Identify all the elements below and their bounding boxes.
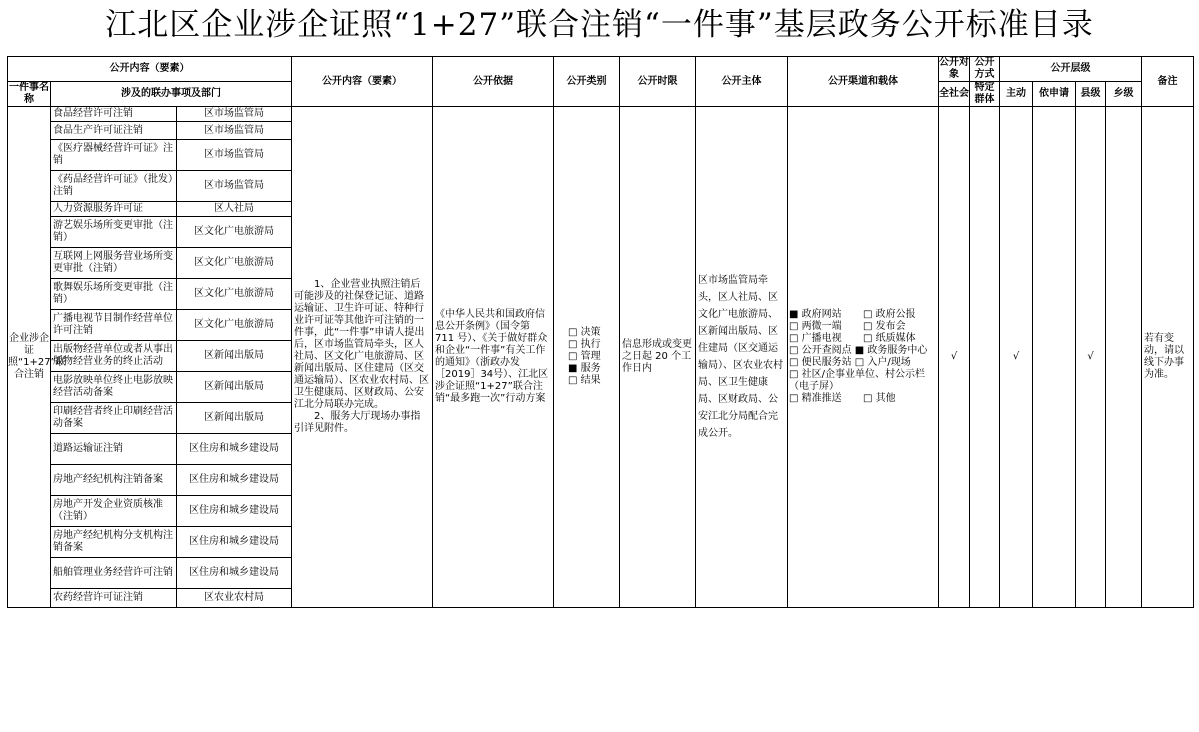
header-time-limit: 公开时限: [620, 57, 696, 107]
header-basis: 公开依据: [433, 57, 554, 107]
related-item-dept: 区农业农村局: [177, 589, 292, 608]
target-specific-cell: [970, 107, 1000, 608]
header-active: 主动: [1000, 82, 1033, 107]
header-method: 公开方式: [970, 57, 1000, 82]
related-item-name: 农药经营许可证注销: [51, 589, 177, 608]
header-level: 公开层级: [1000, 57, 1142, 82]
related-item-dept: 区新闻出版局: [177, 341, 292, 372]
header-target: 公开对象: [939, 57, 969, 80]
related-item-name: 电影放映单位终止电影放映经营活动备案: [51, 372, 177, 403]
page-title: 江北区企业涉企证照“1+27”联合注销“一件事”基层政务公开标准目录: [105, 7, 1094, 43]
related-item-dept: 区人社局: [177, 202, 292, 217]
related-item-name: 食品经营许可注销: [51, 107, 177, 122]
header-remark: 备注: [1142, 57, 1194, 107]
channel-checkbox: ■ 政府网站: [789, 309, 842, 320]
related-item-name: 歌舞娱乐场所变更审批（注销）: [51, 279, 177, 310]
active-cell: √: [1000, 107, 1033, 608]
target-all-cell: √: [939, 107, 970, 608]
related-item-name: 广播电视节目制作经营单位许可注销: [51, 310, 177, 341]
header-content-elements-2: 公开内容（要素）: [292, 57, 433, 107]
related-item-name: 船舶管理业务经营许可注销: [51, 558, 177, 589]
related-item-name: 道路运输证注销: [51, 434, 177, 465]
related-item-dept: 区住房和城乡建设局: [177, 434, 292, 465]
related-item-dept: 区文化广电旅游局: [177, 248, 292, 279]
header-target-all: 全社会: [939, 82, 970, 107]
related-item-name: 《药品经营许可证》（批发）注销: [51, 171, 177, 202]
category-checkbox: □ 执行: [568, 339, 601, 350]
header-county: 县级: [1076, 82, 1106, 107]
related-item-name: 人力资源服务许可证: [51, 202, 177, 217]
related-item-dept: 区市场监管局: [177, 107, 292, 122]
related-item-name: 印刷经营者终止印刷经营活动备案: [51, 403, 177, 434]
on-request-cell: [1033, 107, 1076, 608]
related-item-dept: 区住房和城乡建设局: [177, 465, 292, 496]
remark-cell: 若有变动，请以线下办事为准。: [1142, 107, 1194, 608]
content-cell: [292, 107, 433, 608]
header-category: 公开类别: [554, 57, 620, 107]
township-cell: [1106, 107, 1142, 608]
related-item-dept: 区住房和城乡建设局: [177, 558, 292, 589]
related-item-name: 出版物经营单位或者从事出版物经营业务的终止活动: [51, 341, 177, 372]
content-paragraph: 1、企业营业执照注销后可能涉及的社保登记证、道路运输证、卫生许可证、特种行业许可证等其他许可注销的一件事，此“一件事”申请人提出后，区市场监管局牵头，区人社局、区文化广电旅游局、区新闻出版局、区住建局（区交通运输局）、区农业农村局、区卫生健康局、区财政局、公安江北分局联办完成。: [294, 279, 429, 410]
related-item-name: 房地产开发企业资质核准（注销）: [51, 496, 177, 527]
related-item-dept: 区住房和城乡建设局: [177, 496, 292, 527]
related-item-name: 房地产经纪机构注销备案: [51, 465, 177, 496]
related-item-dept: 区住房和城乡建设局: [177, 527, 292, 558]
item-name-cell: 企业涉企证照“1+27”联合注销: [8, 107, 51, 608]
time-limit-cell: 信息形成或变更之日起 20 个工作日内: [620, 107, 696, 608]
county-cell: √: [1076, 107, 1106, 608]
header-content-elements: 公开内容（要素）: [8, 57, 292, 82]
related-item-dept: 区市场监管局: [177, 140, 292, 171]
channel-checkbox: □ 政府公报: [863, 309, 916, 320]
channel-checkbox: □ 公开查阅点 ■ 政务服务中心: [789, 345, 928, 356]
basis-cell: 《中华人民共和国政府信息公开条例》（国令第 711 号）、《关于做好群众和企业“一件事”有关工作的通知》（浙政办发［2019］34号）、江北区涉企证照“1+27”联合注销“最多跑一次”行动方案: [433, 107, 554, 608]
channel-checkbox: □ 广播电视: [789, 333, 842, 344]
header-subject: 公开主体: [696, 57, 788, 107]
channel-checkbox: □ 便民服务站 □ 入户/现场: [789, 357, 911, 368]
header-on-request: 依申请: [1033, 82, 1076, 107]
related-item-dept: 区文化广电旅游局: [177, 217, 292, 248]
related-item-name: 房地产经纪机构分支机构注销备案: [51, 527, 177, 558]
subject-cell: 区市场监管局牵头，区人社局、区文化广电旅游局、区新闻出版局、区住建局（区交通运输局）、区农业农村局、区卫生健康局、区财政局、公安江北分局配合完成公开。: [696, 107, 788, 608]
related-item-dept: 区市场监管局: [177, 122, 292, 140]
category-checkbox: □ 决策: [568, 327, 601, 338]
category-checkbox: □ 结果: [568, 375, 601, 386]
related-item-name: 食品生产许可证注销: [51, 122, 177, 140]
related-item-dept: 区文化广电旅游局: [177, 279, 292, 310]
header-target-specific: 特定群体: [970, 82, 1000, 107]
related-item-dept: 区新闻出版局: [177, 403, 292, 434]
channel-checkbox: □ 两微一端: [789, 321, 842, 332]
table-row: [8, 107, 1194, 122]
related-item-dept: 区文化广电旅游局: [177, 310, 292, 341]
related-item-dept: 区市场监管局: [177, 171, 292, 202]
content-paragraph: 2、服务大厅现场办事指引详见附件。: [294, 411, 421, 434]
channel-checkbox: □ 纸质媒体: [863, 333, 916, 344]
related-item-dept: 区新闻出版局: [177, 372, 292, 403]
category-checkbox: ■ 服务: [568, 363, 601, 374]
header-related-items: 涉及的联办事项及部门: [51, 82, 292, 107]
catalog-table: [7, 56, 1194, 608]
channels-cell: [788, 107, 939, 608]
category-cell: [554, 107, 620, 608]
header-township: 乡级: [1106, 82, 1142, 107]
header-item-name: 一件事名称: [9, 82, 49, 105]
channel-checkbox: □ 社区/企事业单位、村公示栏（电子屏）: [789, 369, 925, 392]
related-item-name: 游艺娱乐场所变更审批（注销）: [51, 217, 177, 248]
channel-checkbox: □ 精准推送: [789, 393, 842, 404]
related-item-name: 互联网上网服务营业场所变更审批（注销）: [51, 248, 177, 279]
category-checkbox: □ 管理: [568, 351, 601, 362]
channel-checkbox: □ 其他: [863, 393, 896, 404]
header-channels: 公开渠道和载体: [788, 57, 939, 107]
related-item-name: 《医疗器械经营许可证》注销: [51, 140, 177, 171]
channel-checkbox: □ 发布会: [863, 321, 906, 332]
